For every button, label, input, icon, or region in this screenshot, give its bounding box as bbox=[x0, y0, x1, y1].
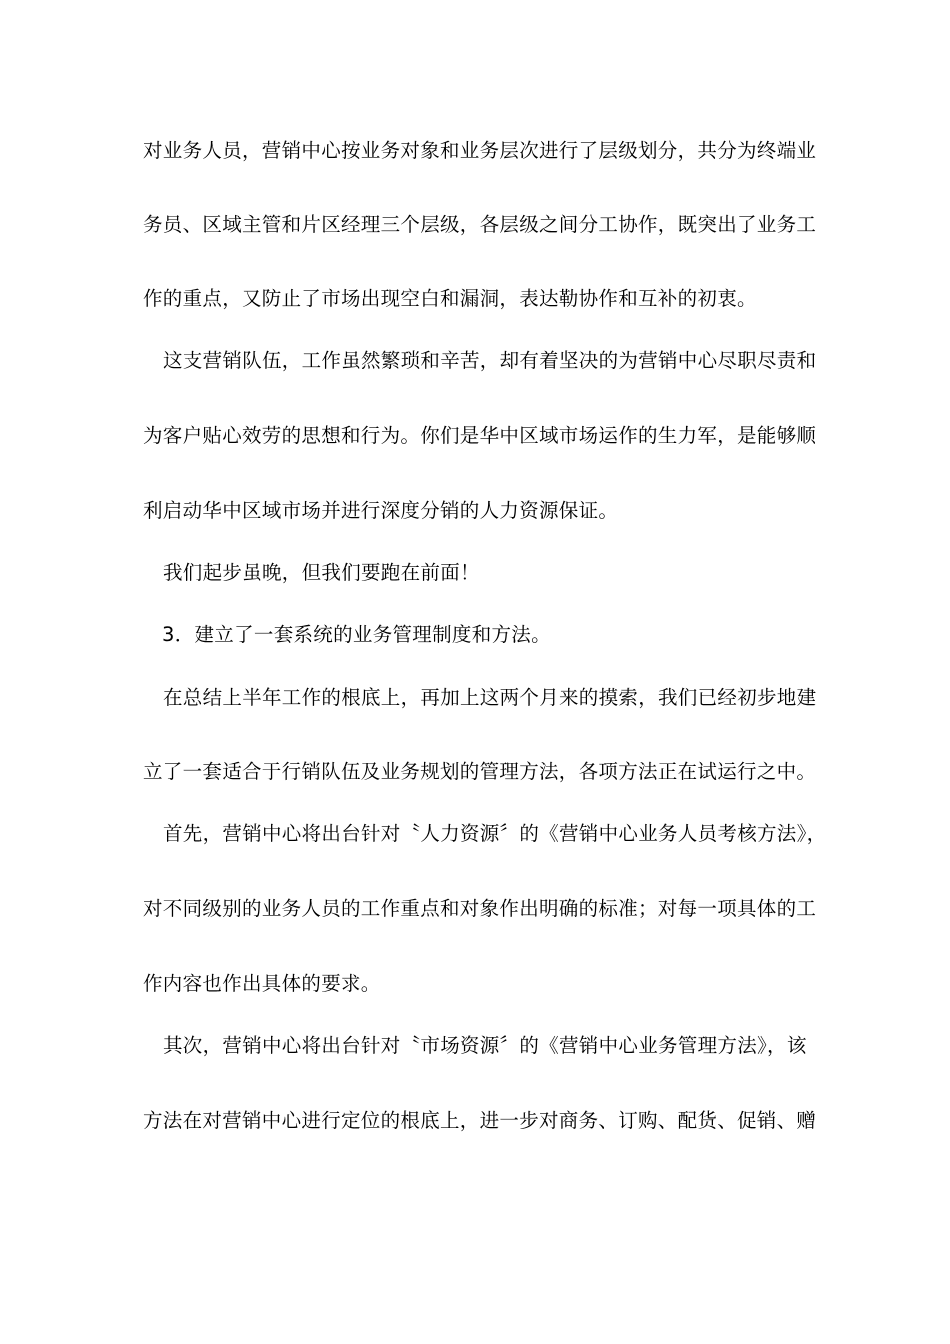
paragraph-6-line-1: 其次，营销中心将出台针对〝市场资源〞的《营销中心业务管理方法》，该 bbox=[163, 1034, 807, 1057]
paragraph-1-line-2: 务员、区域主管和片区经理三个层级，各层级之间分工协作，既突出了业务工 bbox=[143, 213, 817, 236]
paragraph-2-line-3: 利启动华中区域市场并进行深度分销的人力资源保证。 bbox=[143, 499, 619, 522]
paragraph-1-line-1: 对业务人员，营销中心按业务对象和业务层次进行了层级划分，共分为终端业 bbox=[143, 139, 817, 162]
paragraph-2-line-2: 为客户贴心效劳的思想和行为。你们是华中区域市场运作的生力军，是能够顺 bbox=[143, 424, 817, 447]
paragraph-4-line-1: 在总结上半年工作的根底上，再加上这两个月来的摸索，我们已经初步地建 bbox=[163, 686, 817, 709]
paragraph-3-line-1: 我们起步虽晚，但我们要跑在前面！ bbox=[163, 561, 480, 584]
paragraph-5-line-2: 对不同级别的业务人员的工作重点和对象作出明确的标准；对每一项具体的工 bbox=[143, 897, 817, 920]
paragraph-6-line-2: 方法在对营销中心进行定位的根底上，进一步对商务、订购、配货、促销、赠 bbox=[143, 1109, 817, 1132]
paragraph-5-line-3: 作内容也作出具体的要求。 bbox=[143, 972, 381, 995]
section-heading-3: 3．建立了一套系统的业务管理制度和方法。 bbox=[162, 623, 551, 646]
paragraph-1-line-3: 作的重点，又防止了市场出现空白和漏洞，表达勒协作和互补的初衷。 bbox=[143, 287, 757, 310]
paragraph-5-line-1: 首先，营销中心将出台针对〝人力资源〞的《营销中心业务人员考核方法》， bbox=[163, 822, 827, 845]
paragraph-2-line-1: 这支营销队伍，工作虽然繁琐和辛苦，却有着坚决的为营销中心尽职尽责和 bbox=[163, 349, 817, 372]
paragraph-4-line-2: 立了一套适合于行销队伍及业务规划的管理方法，各项方法正在试运行之中。 bbox=[143, 760, 817, 783]
